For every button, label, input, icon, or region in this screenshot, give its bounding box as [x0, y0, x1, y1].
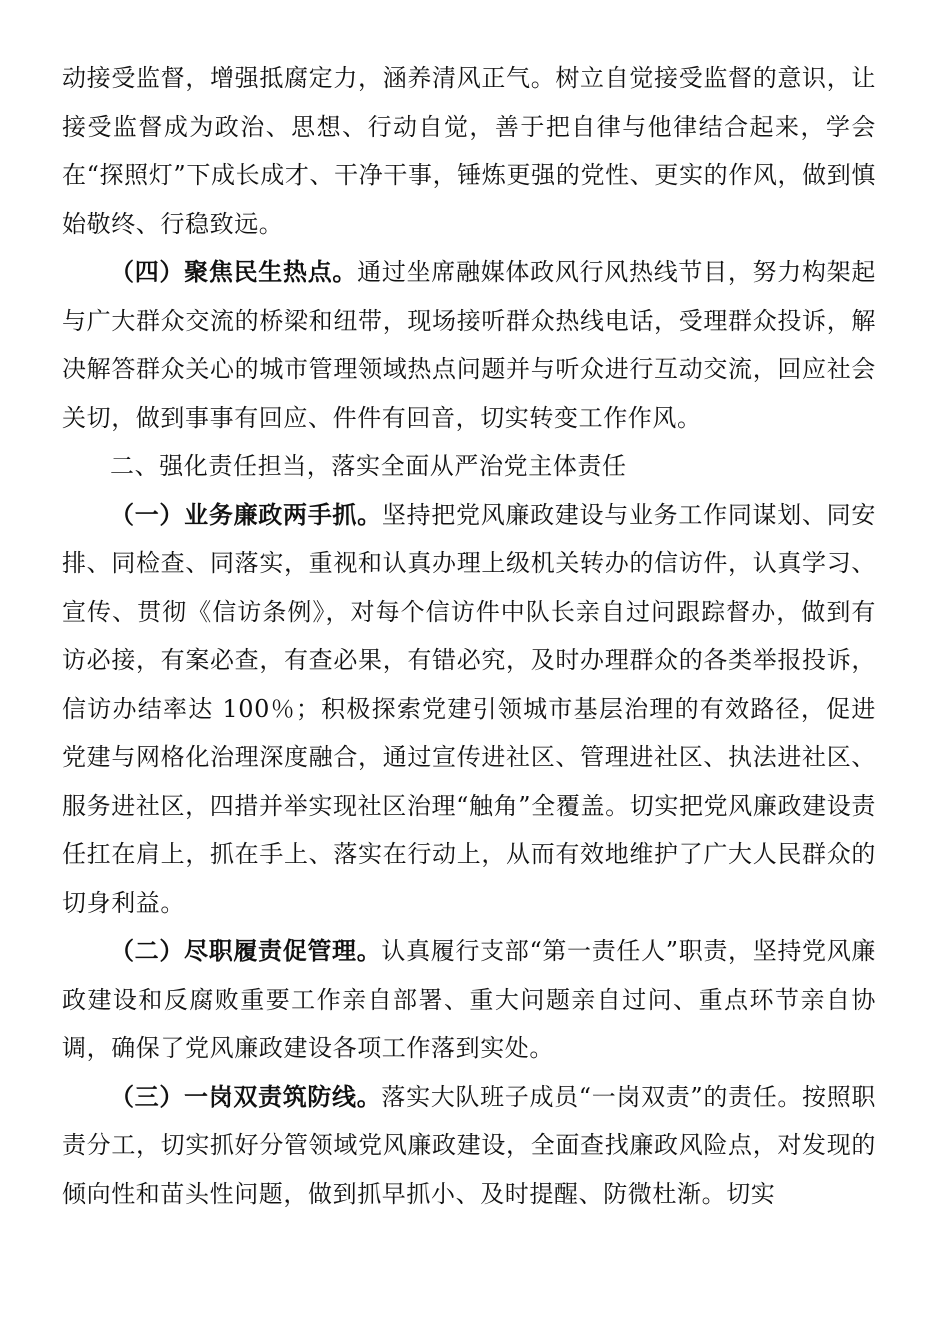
section-heading: 二、强化责任担当，落实全面从严治党主体责任 — [110, 452, 627, 480]
document-page — [62, 54, 876, 1218]
paragraph-text: 落实大队班子成员“一岗双责”的责任。按照职责分工，切实抓好分管领域党风廉政建设，全面查找廉政风险点，对发现的倾向性和苗头性问题，做到抓早抓小、及时提醒、防微杜渐。切实 — [62, 1082, 876, 1208]
paragraph-text: 坚持把党风廉政建设与业务工作同谋划、同安排、同检查、同落实，重视和认真办理上级机关转办的信访件，认真学习、宣传、贯彻《信访条例》，对每个信访件中队长亲自过问跟踪督办，做到有访必接，有案必查，有查必果，有错必究，及时办理群众的各类举报投诉，信访办结率达 100％；积极探索党建引领城市基层治理的有效路径，促进党建与网格化治理深度融合，通过宣传进社区、管理进社区、执法进社区、服务进社区，四措并举实现社区治理“触角”全覆盖。切实把党风廉政建设责任扛在肩上，抓在手上、落实在行动上，从而有效地维护了广大人民群众的切身利益。 — [62, 500, 876, 917]
paragraph-duty-management — [62, 927, 876, 1073]
paragraph-text: 动接受监督，增强抵腐定力，涵养清风正气。树立自觉接受监督的意识，让接受监督成为政治、思想、行动自觉，善于把自律与他律结合起来，学会在“探照灯”下成长成才、干净干事，锤炼更强的党性、更实的作风，做到慎始敬终、行稳致远。 — [62, 64, 876, 238]
paragraph-lead-heading: （三）一岗双责筑防线。 — [110, 1081, 382, 1111]
paragraph-focus-livelihood — [62, 248, 876, 442]
paragraph-lead-heading: （一）业务廉政两手抓。 — [110, 499, 382, 529]
paragraph-business-integrity — [62, 491, 876, 928]
paragraph-lead-heading: （四）聚焦民生热点。 — [110, 257, 358, 286]
paragraph-text: 通过坐席融媒体政风行风热线节目，努力构架起与广大群众交流的桥梁和纽带，现场接听群众热线电话，受理群众投诉，解决解答群众关心的城市管理领域热点问题并与听众进行互动交流，回应社会关切，做到事事有回应、件件有回音，切实转变工作作风。 — [62, 258, 876, 432]
paragraph-continuation — [62, 54, 876, 248]
paragraph-dual-responsibility — [62, 1073, 876, 1219]
paragraph-text: 认真履行支部“第一责任人”职责，坚持党风廉政建设和反腐败重要工作亲自部署、重大问题亲自过问、重点环节亲自协调，确保了党风廉政建设各项工作落到实处。 — [62, 937, 876, 1062]
paragraph-lead-heading: （二）尽职履责促管理。 — [110, 936, 382, 965]
